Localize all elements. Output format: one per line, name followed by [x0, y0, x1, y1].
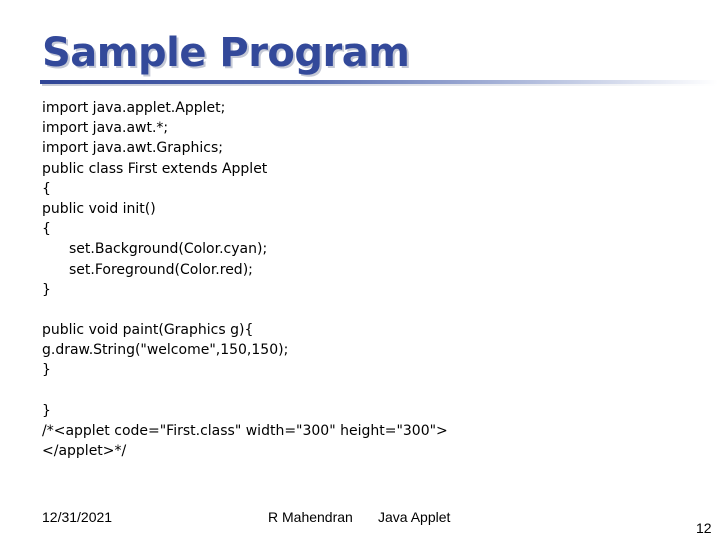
code-line: set.Foreground(Color.red); — [69, 261, 253, 278]
code-line: import java.awt.*; — [42, 120, 169, 137]
code-line: import java.awt.Graphics; — [42, 140, 223, 157]
code-line: import java.applet.Applet; — [42, 100, 226, 116]
code-line: } — [42, 402, 51, 419]
code-line: public void init() — [42, 200, 156, 217]
page-number: 12 — [696, 520, 712, 536]
slide-title: Sample Program — [42, 30, 410, 76]
code-line: { — [42, 180, 51, 197]
code-line-blank — [42, 381, 448, 401]
code-line: } — [42, 362, 51, 379]
footer-author: R Mahendran — [268, 509, 353, 525]
code-line: g.draw.String("welcome",150,150); — [42, 342, 289, 359]
code-line: { — [42, 221, 51, 238]
footer-topic: Java Applet — [378, 509, 451, 525]
footer-date: 12/31/2021 — [42, 509, 113, 525]
code-line: /*<applet code="First.class" width="300" height="300"> — [42, 423, 448, 439]
title-underline-shadow — [42, 84, 718, 86]
code-line: set.Background(Color.cyan); — [69, 241, 268, 258]
code-line: </applet>*/ — [42, 443, 127, 460]
code-line-blank — [42, 300, 448, 320]
code-block — [42, 98, 448, 461]
code-line: } — [42, 281, 51, 298]
code-line: public class First extends Applet — [42, 160, 268, 177]
code-line: public void paint(Graphics g){ — [42, 322, 254, 339]
